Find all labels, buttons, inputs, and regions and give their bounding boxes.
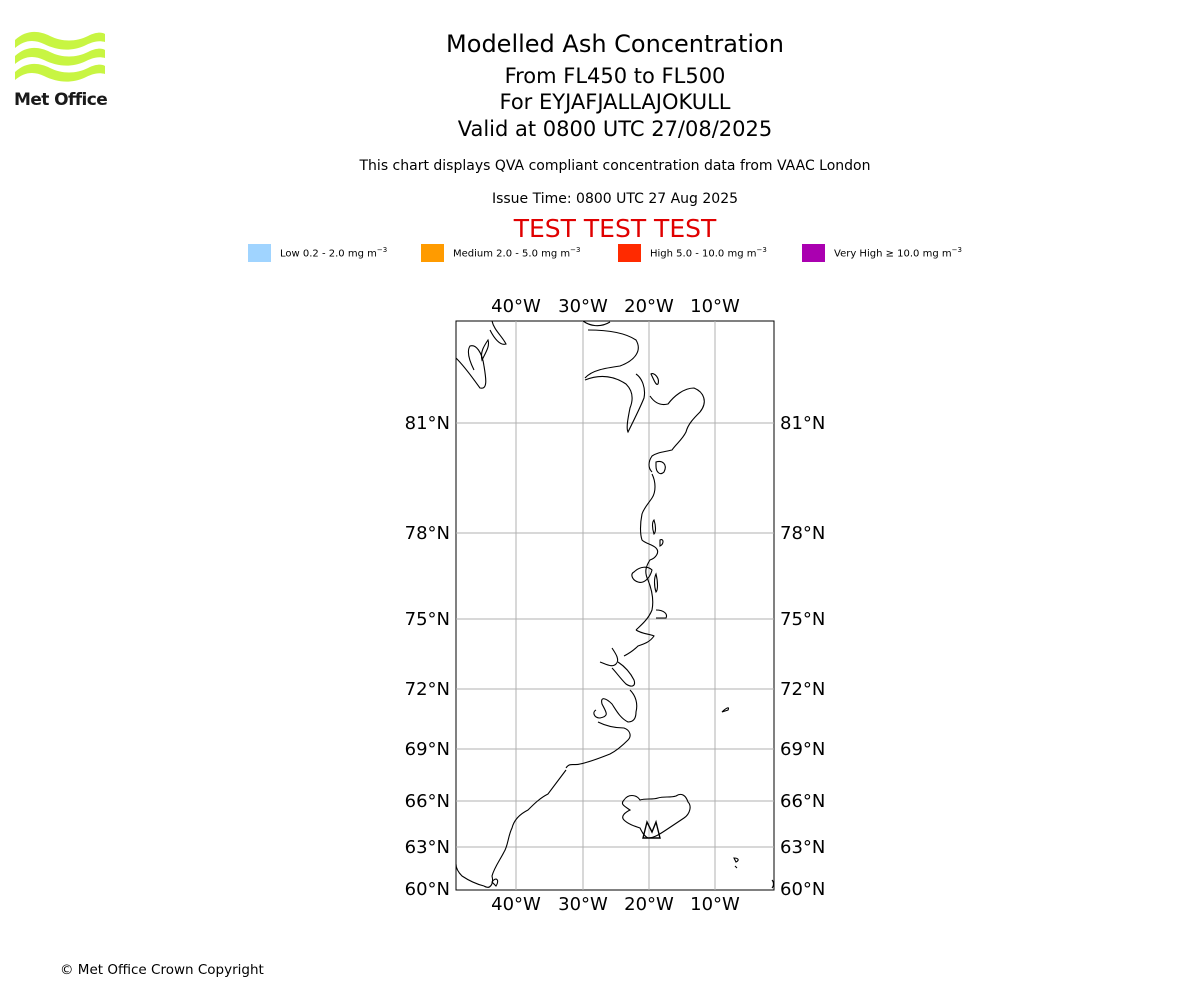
lat-label-right-81n: 81°N xyxy=(780,413,826,434)
lat-label-left-60n: 60°N xyxy=(404,879,450,900)
lat-label-right-69n: 69°N xyxy=(780,739,826,760)
lat-label-right-78n: 78°N xyxy=(780,523,826,544)
map-frame xyxy=(456,321,774,890)
lat-label-right-63n: 63°N xyxy=(780,837,826,858)
legend-label-high: High 5.0 - 10.0 mg m xyxy=(650,248,757,260)
volcano-name: For EYJAFJALLAJOKULL xyxy=(499,90,731,114)
lat-label-left-63n: 63°N xyxy=(404,837,450,858)
lat-label-left-78n: 78°N xyxy=(404,523,450,544)
valid-time: Valid at 0800 UTC 27/08/2025 xyxy=(457,117,773,141)
lon-labels-top xyxy=(491,296,740,317)
lat-label-left-81n: 81°N xyxy=(404,413,450,434)
lat-label-right-72n: 72°N xyxy=(780,679,826,700)
lat-label-right-60n: 60°N xyxy=(780,879,826,900)
met-office-logo-text: Met Office xyxy=(14,90,108,110)
flight-level-range: From FL450 to FL500 xyxy=(504,64,726,88)
chart-description: This chart displays QVA compliant concentration data from VAAC London xyxy=(359,158,871,174)
lat-label-right-75n: 75°N xyxy=(780,609,826,630)
legend-label-medium: Medium 2.0 - 5.0 mg m xyxy=(453,248,571,260)
lat-label-left-69n: 69°N xyxy=(404,739,450,760)
lon-label-top-10w: 10°W xyxy=(690,296,740,317)
lon-label-bottom-10w: 10°W xyxy=(690,894,740,915)
lon-label-bottom-40w: 40°W xyxy=(491,894,541,915)
lon-label-top-20w: 20°W xyxy=(624,296,674,317)
lat-labels-left xyxy=(405,413,450,900)
lon-label-bottom-30w: 30°W xyxy=(558,894,608,915)
lon-label-bottom-20w: 20°W xyxy=(624,894,674,915)
lon-label-top-30w: 30°W xyxy=(558,296,608,317)
lat-label-left-72n: 72°N xyxy=(404,679,450,700)
legend-label-very-high: Very High ≥ 10.0 mg m xyxy=(834,248,952,260)
issue-time: Issue Time: 0800 UTC 27 Aug 2025 xyxy=(491,191,739,207)
chart-title: Modelled Ash Concentration xyxy=(446,30,784,58)
lat-label-left-75n: 75°N xyxy=(404,609,450,630)
copyright-footer: © Met Office Crown Copyright xyxy=(60,962,264,978)
lat-label-right-66n: 66°N xyxy=(780,791,826,812)
test-banner: TEST TEST TEST xyxy=(513,214,717,243)
lon-labels-bottom xyxy=(491,894,740,915)
legend-label-low: Low 0.2 - 2.0 mg m xyxy=(280,248,377,260)
lat-labels-right xyxy=(780,413,825,900)
lon-label-top-40w: 40°W xyxy=(491,296,541,317)
lat-label-left-66n: 66°N xyxy=(404,791,450,812)
